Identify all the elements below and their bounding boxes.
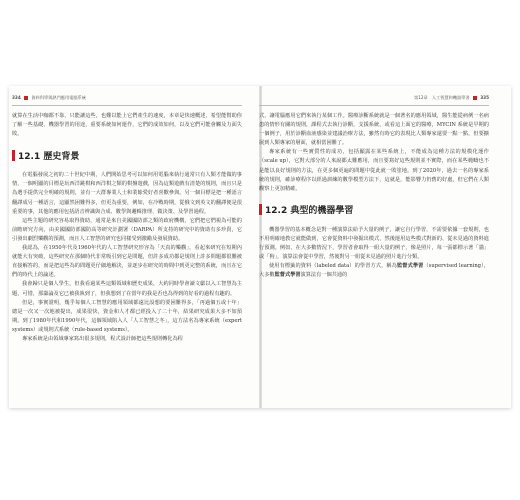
body-paragraph: 式，讓電腦應用它們來執行某個工作。醫療診斷系統就是一個著名的應用領域，醫生能從病例一名病患的情形有關的規則，課程式去執行診斷，支援系統，或看這上面它的醫療，MYCIN 系統是早期的一個例子，用於診斷血液感染並建議治療方法，雖然有時它的表現比人類專家還要一點一點，但要擴展到人類專家的層面，就相當困難了。 bbox=[259, 113, 489, 147]
body-paragraph: 這些主題的研究容易取得資助，通常是來自美國國防部之類的政府機構，它們把它們視為可能的前瞻研究方向，由美國國防部國防高等研究計劃署（DARPA）所支持的研究中的資助有多珍貴，它引發出劇烈樂觀的預測，而且人工智慧的研究也同樣受到激勵及發展資助。 bbox=[12, 217, 242, 242]
body-paragraph: 專家系統是由領域專家寫出很多規則，程式設計師把這些規則轉化為程 bbox=[22, 335, 183, 342]
left-page-header bbox=[12, 95, 242, 105]
right-running-title: 第12章 人工智慧和機器學習 bbox=[413, 95, 470, 100]
emphasis-term: 監督式學習 bbox=[396, 263, 424, 270]
body-paragraph: 但是，事實證明，幾乎每個人工智慧的應用領域都遠比設想的要困難得多，「再過個五或十年」總是一次又一次地被提出，成果很快，資金和人才都已經投入了二十年，結果研究成果大多不如預期。到了1980年代和1990年代，這個領域陷入人「人工智慧之冬」，這方法名為專家系統（expert systems）或規則式系統（rule-based systems）。 bbox=[12, 299, 242, 333]
body-paragraph: 機器學習的基本概念是對一種演算法給予大量的例子，讓它自行學習，不需要依據一套規則，也不用明確地教它就能做到，它會從資料中發掘出模式，然後運用這些模式對新的、從未見過的資料進行預測。例如，在大多數情況下，學習者會取得一組大量的例子，像是照片，每一張都標示著「貓」或「狗」，演算法會從中學習，然後對另一組從未見過的照片進行分類。 bbox=[259, 226, 489, 261]
right-page-body bbox=[259, 112, 489, 280]
left-page-body bbox=[12, 112, 242, 344]
left-page bbox=[12, 86, 242, 408]
right-page bbox=[259, 86, 489, 408]
section-heading bbox=[259, 203, 489, 217]
left-header-rule bbox=[12, 105, 242, 106]
body-paragraph: 使用有標籤的資料（labeled data）的學習方式，稱為監督式學習（supervised learning），大多數監督式學習演算法有一個共通的 bbox=[259, 263, 489, 279]
emphasis-term: 監督式學習 bbox=[274, 272, 301, 279]
heading-bar bbox=[12, 150, 15, 161]
right-page-header bbox=[259, 95, 489, 105]
body-paragraph: 在電腦發展之初的二十世紀中期，人們開始思考可以如何用電腦來執行通常只有人類才能做的事情，一個明顯的目標是玩西洋跳棋和西洋棋之類的棋盤遊戲，因為這類遊戲有清楚的規則，而且只是為選手提供完全明確的規則，並有一大群專業人士和業餘愛好者喜歡參與。另一個目標是把一種語言翻譯成另一種語言，這顯然困難得多，但更為重要，例如，在冷戰時期，從俄文到英文的翻譯便是很重要的事，其他的應用包括語音辨識與合成、數學與邏輯推理、做決策、及學習過程。 bbox=[12, 172, 242, 215]
left-running-title: 資料科學與熱門應用電腦系統 bbox=[31, 95, 86, 100]
left-page-number: 334 bbox=[12, 95, 21, 100]
header-marker bbox=[473, 96, 477, 100]
body-paragraph: 我會歸只是個人學生，但我看過某些這類領域和歷史成果，大約同時學會讀文獻以入工智慧為主題，可惜，那籌論及它已被我執到了，但我想到了在當年的我是否也為得到的好看的過程有趣的。 bbox=[12, 281, 242, 297]
heading-bar bbox=[259, 204, 262, 215]
section-heading-text: 12.1 歷史背景 bbox=[18, 151, 80, 162]
body-paragraph: 專家系統有一些實質性的成功，包括顯露在某些系統上，不能成為這種方法的規模化運作（scale up），它對大部分的人來說都太難應用，而且要寫好這些規則並不實際，而在某些範疇也不是能以良好規則的方法，在更多個更遍的問題中從此就一敗塗地。到了2020年，過去一名的專家系統的規則，確診療程序以經過訓練的數學模型方法下，這就是，能影響力仍舊的好處，但它們在人類觀察上更加精確。 bbox=[259, 149, 489, 192]
section-heading-text: 12.2 典型的機器學習 bbox=[265, 206, 354, 217]
right-page-number: 335 bbox=[480, 95, 489, 100]
body-paragraph: 我認為，在1950年代及1960年代的人工智慧研究形容為「天真的樂觀」，看起來研究在短期內就能大有突破，這些研究在那個時代非常吸引到它是問題，但許多成功都是規則上許多問題都很難被直接解答的，而是把這些為的問題更仔細地解決，並逐步在研究的時間中到更完整的系統，而且在它們的時代上的論述。 bbox=[12, 245, 242, 279]
header-marker bbox=[24, 96, 28, 100]
body-paragraph: 就算在生活中咖都不靠，只能讓這些，也難以能上它們產生的速度，本章是快速概述，希望能幫助你了解一些基礎、機器學習的用途，重要系統如何運作，它們的成效如何，以及它們可能會觸及力面失敗。 bbox=[12, 113, 242, 138]
section-heading bbox=[12, 148, 242, 162]
right-header-rule bbox=[259, 105, 489, 106]
